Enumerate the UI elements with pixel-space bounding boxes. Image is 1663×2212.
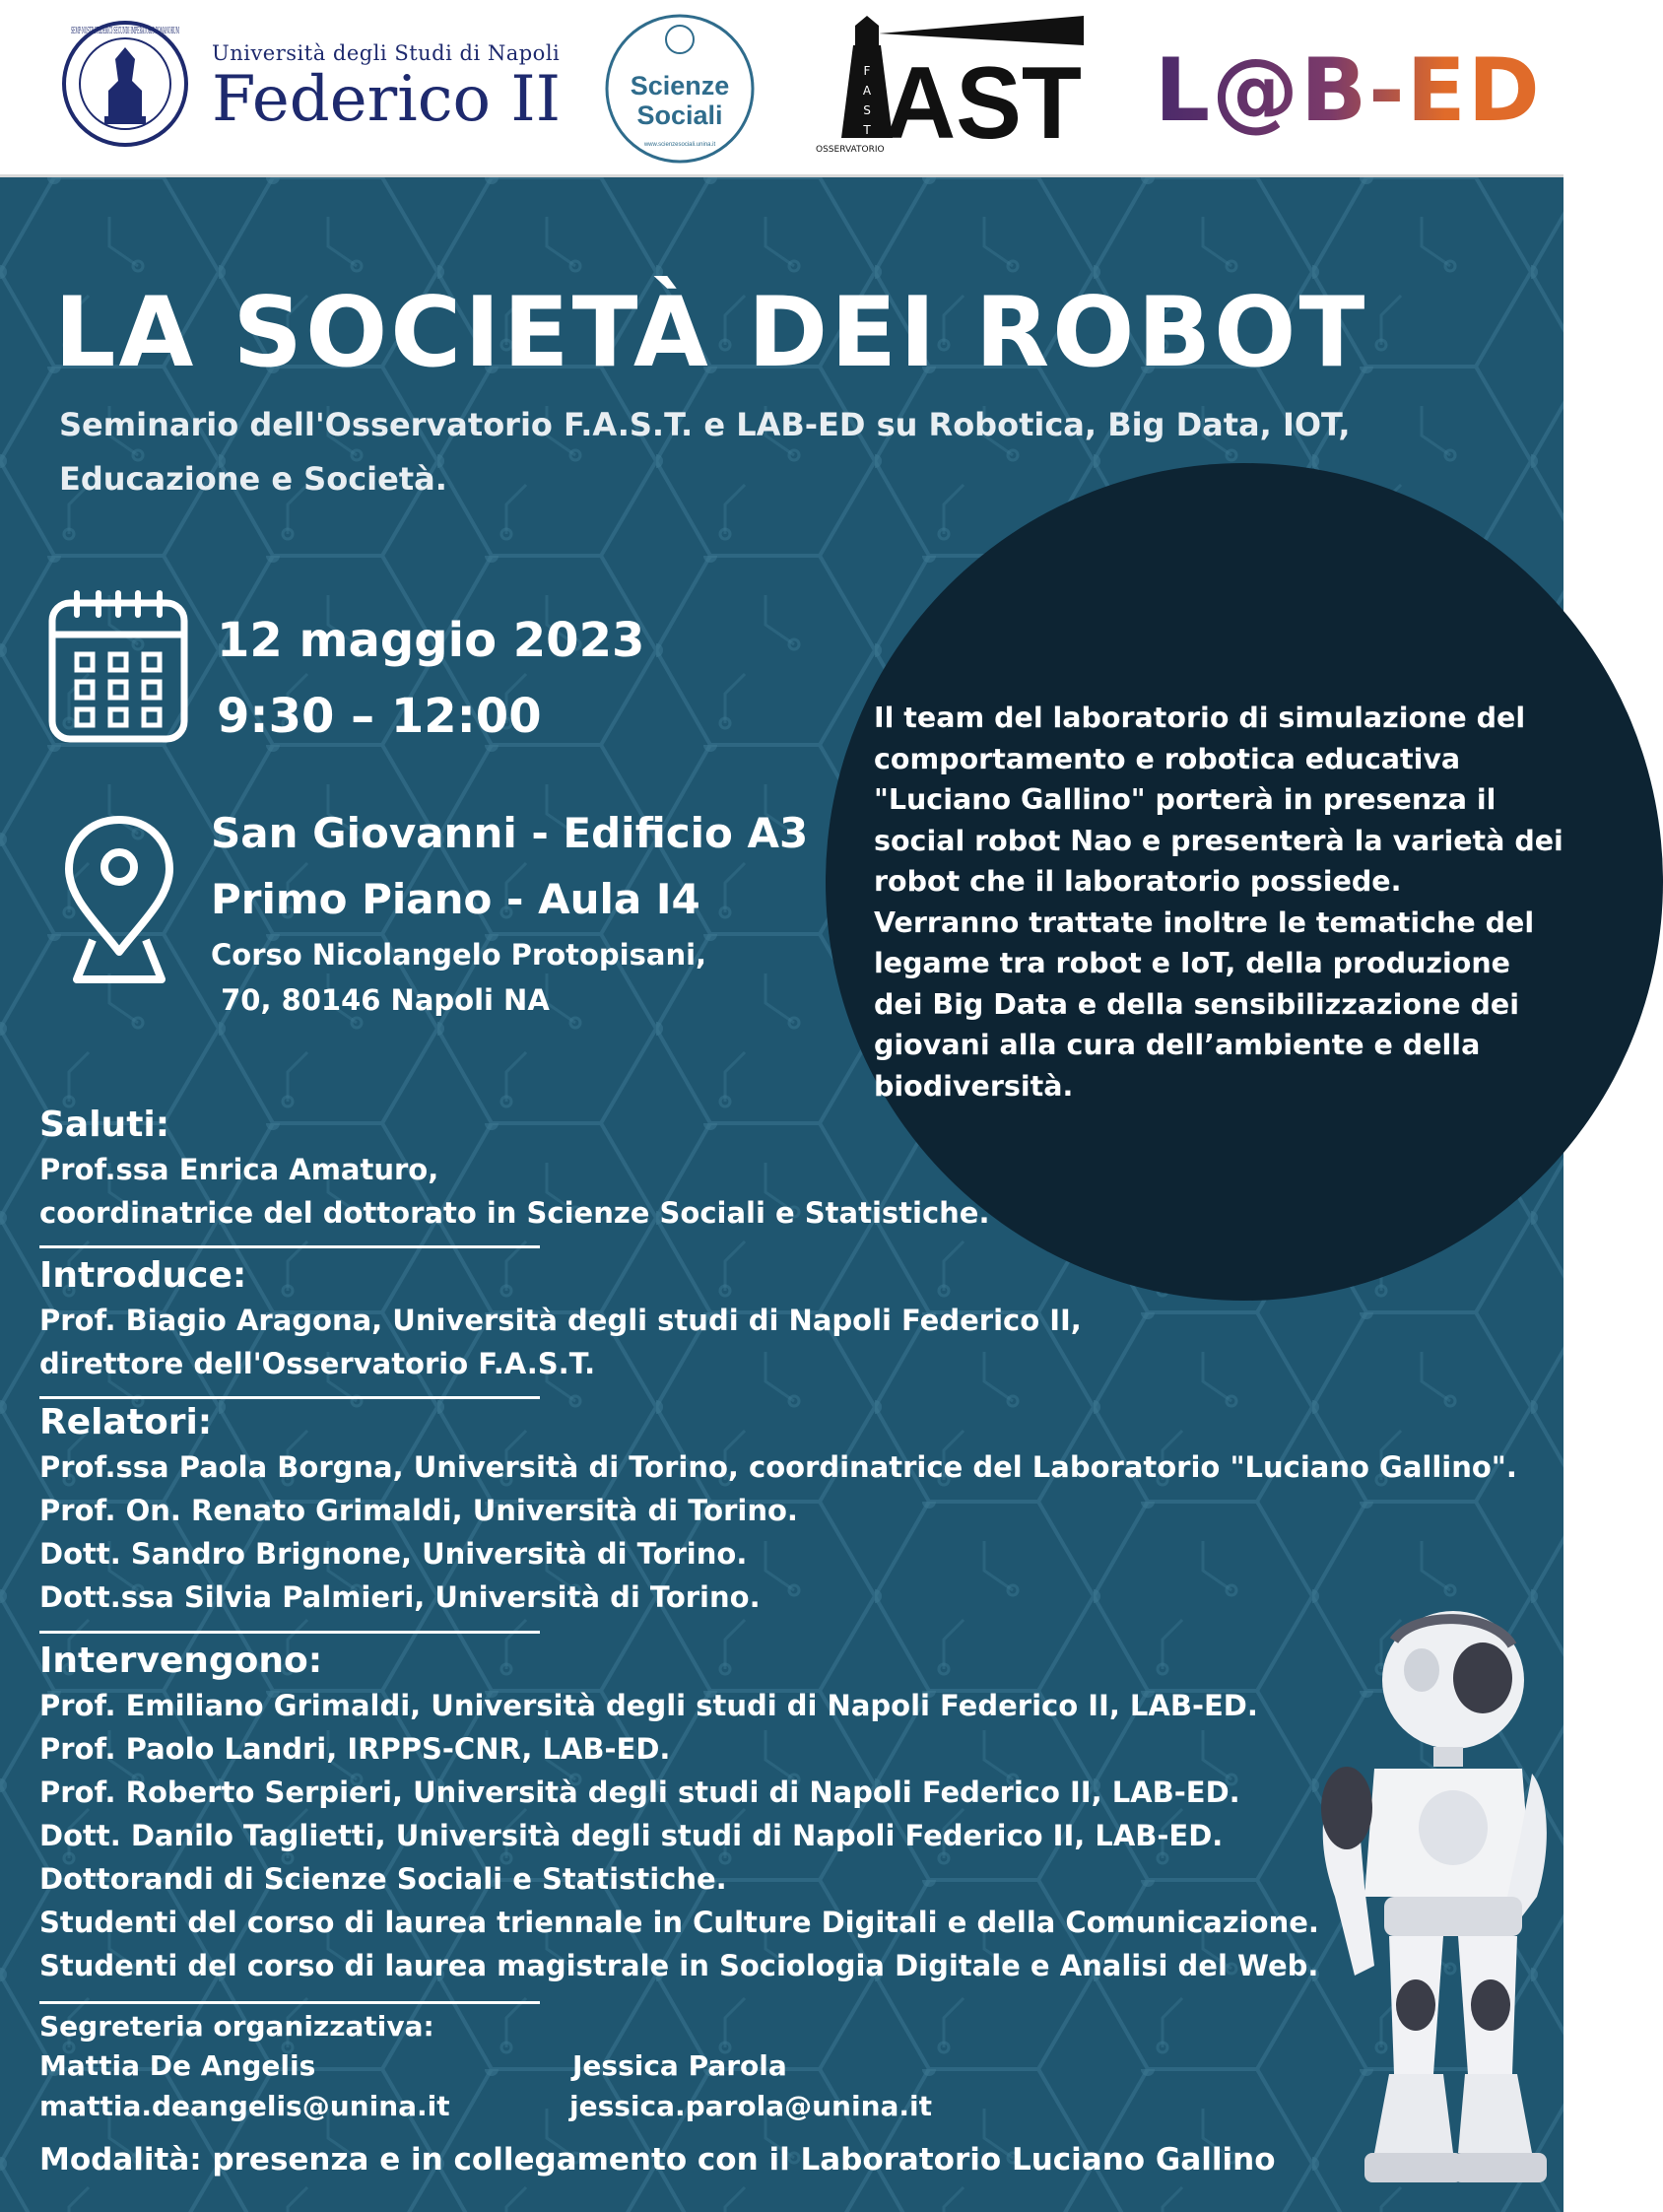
page-title: LA SOCIETÀ DEI ROBOT	[54, 277, 1368, 389]
location-pin-icon	[63, 814, 175, 987]
fast-text: AST	[885, 46, 1082, 161]
modalita-line: Modalità: presenza e in collegamento con il Laboratorio Luciano Gallino	[39, 2142, 1276, 2178]
section-line: Prof. Paolo Landri, IRPPS-CNR, LAB-ED.	[39, 1732, 671, 1766]
federico-seal-logo	[61, 20, 189, 148]
calendar-icon	[47, 589, 189, 745]
divider	[39, 2001, 540, 2004]
contact-2-name: Jessica Parola	[572, 2049, 787, 2082]
divider	[39, 1245, 540, 1248]
section-line: Prof. Roberto Serpieri, Università degli studi di Napoli Federico II, LAB-ED.	[39, 1776, 1240, 1809]
section-line: Studenti del corso di laurea magistrale in Sociologia Digitale e Analisi del Web.	[39, 1949, 1319, 1982]
section-line: coordinatrice del dottorato in Scienze Sociali e Statistiche.	[39, 1196, 990, 1230]
section-heading: Intervengono:	[39, 1641, 323, 1681]
event-datetime	[217, 603, 644, 755]
section-line: direttore dell'Osservatorio F.A.S.T.	[39, 1347, 596, 1380]
section-line: Prof. Emiliano Grimaldi, Università degli studi di Napoli Federico II, LAB-ED.	[39, 1689, 1258, 1722]
section-line: Prof.ssa Enrica Amaturo,	[39, 1153, 439, 1186]
fast-caption: OSSERVATORIO	[816, 145, 885, 155]
svg-text:T: T	[863, 123, 871, 137]
svg-text:S: S	[863, 103, 871, 117]
federico-wordmark	[212, 41, 561, 134]
section-intervengono	[39, 1639, 1319, 1987]
svg-text:A: A	[862, 84, 872, 98]
section-line: Dottorandi di Scienze Sociali e Statistiche.	[39, 1862, 727, 1896]
section-line: Dott. Danilo Taglietti, Università degli studi di Napoli Federico II, LAB-ED.	[39, 1819, 1224, 1852]
sociali-line1: Scienze	[630, 71, 730, 101]
sociali-line2: Sociali	[636, 101, 723, 130]
address-line-2: 70, 80146 Napoli NA	[211, 983, 550, 1017]
section-relatori	[39, 1400, 1517, 1619]
contact-2-email[interactable]: jessica.parola@unina.it	[569, 2090, 933, 2122]
secretariat-heading: Segreteria organizzativa:	[39, 2010, 434, 2043]
section-heading: Introduce:	[39, 1255, 247, 1296]
fast-observatory-logo	[816, 16, 1084, 161]
contact-1-name: Mattia De Angelis	[39, 2049, 316, 2082]
scienze-sociali-logo	[603, 12, 757, 166]
section-line: Prof. Biagio Aragona, Università degli studi di Napoli Federico II,	[39, 1304, 1082, 1337]
event-venue	[211, 800, 808, 932]
event-time: 9:30 – 12:00	[217, 689, 542, 744]
subtitle: Seminario dell'Osservatorio F.A.S.T. e LAB-ED su Robotica, Big Data, IOT, Educazione e Società.	[59, 406, 1351, 498]
nao-robot-illustration	[1296, 1601, 1552, 2192]
federico-small-text: Università degli Studi di Napoli	[212, 41, 561, 65]
logo-bar	[0, 0, 1563, 177]
secretariat	[39, 2006, 1025, 2134]
section-saluti	[39, 1103, 989, 1235]
seal-ring-text: SEMP·NOSTR·FRIDERICI·SECUNDI·IMPERATORIS·ROMANORUM	[71, 27, 179, 36]
divider	[39, 1631, 540, 1634]
sociali-url: www.scienzesociali.unina.it	[643, 142, 716, 148]
section-line: Dott.ssa Silvia Palmieri, Università di Torino.	[39, 1580, 761, 1614]
section-line: Studenti del corso di laurea triennale in Culture Digitali e della Comunicazione.	[39, 1906, 1319, 1939]
federico-big-text: Federico II	[212, 63, 561, 136]
labed-logo	[1155, 41, 1542, 140]
description-paragraph-2: Verranno trattate inoltre le tematiche del legame tra robot e IoT, della produzione dei Big Data e della sensibilizzazione dei giovani alla cura dell’ambiente e della biodiversità.	[874, 905, 1535, 1103]
event-address	[211, 932, 706, 1023]
section-heading: Saluti:	[39, 1105, 170, 1145]
section-introduce	[39, 1253, 1082, 1385]
address-line-1: Corso Nicolangelo Protopisani,	[211, 938, 707, 972]
venue-line-2: Primo Piano - Aula I4	[211, 875, 700, 923]
section-line: Prof.ssa Paola Borgna, Università di Torino, coordinatrice del Laboratorio "Luciano Gallino".	[39, 1450, 1517, 1484]
section-line: Prof. On. Renato Grimaldi, Università di Torino.	[39, 1494, 798, 1527]
svg-text:F: F	[863, 64, 871, 78]
event-date: 12 maggio 2023	[217, 613, 645, 668]
labed-text: L@B-ED	[1155, 39, 1542, 141]
description-text	[874, 698, 1563, 1106]
contact-1-email[interactable]: mattia.deangelis@unina.it	[39, 2090, 450, 2122]
section-heading: Relatori:	[39, 1402, 213, 1442]
venue-line-1: San Giovanni - Edificio A3	[211, 809, 809, 857]
description-paragraph-1: Il team del laboratorio di simulazione del comportamento e robotica educativa "Luciano Gallino" porterà in presenza il social robot Nao e presenterà la varietà dei robot che il laboratorio possiede.	[874, 702, 1563, 898]
divider	[39, 1396, 540, 1399]
section-line: Dott. Sandro Brignone, Università di Torino.	[39, 1537, 748, 1571]
